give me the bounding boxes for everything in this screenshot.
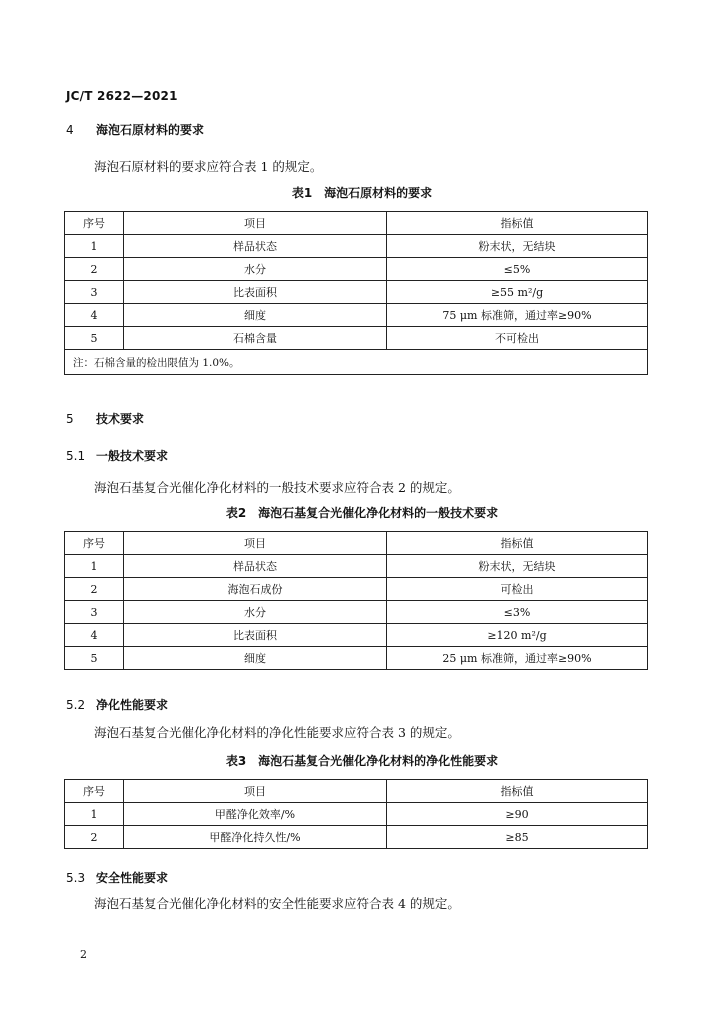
cell-value: 可检出 <box>387 578 648 601</box>
cell-index: 4 <box>65 624 124 647</box>
table-row <box>65 258 648 281</box>
header-item: 项目 <box>124 212 387 235</box>
cell-value: ≥120 m²/g <box>387 624 648 647</box>
table-2 <box>64 531 648 670</box>
cell-value: 25 μm 标准筛，通过率≥90% <box>387 647 648 670</box>
cell-item: 海泡石成份 <box>124 578 387 601</box>
table-1-caption <box>0 184 724 201</box>
header-item: 项目 <box>124 532 387 555</box>
cell-index: 3 <box>65 601 124 624</box>
section-title: 海泡石原材料的要求 <box>96 123 205 137</box>
header-value: 指标值 <box>387 212 648 235</box>
cell-item: 样品状态 <box>124 555 387 578</box>
cell-index: 5 <box>65 327 124 350</box>
section-5-2-heading <box>66 696 168 713</box>
section-title: 技术要求 <box>96 412 145 426</box>
section-title: 一般技术要求 <box>96 449 169 463</box>
cell-item: 甲醛净化持久性/% <box>124 826 387 849</box>
cell-index: 3 <box>65 281 124 304</box>
cell-item: 甲醛净化效率/% <box>124 803 387 826</box>
table-1 <box>64 211 648 375</box>
table-note: 注：石棉含量的检出限值为 1.0%。 <box>65 350 648 375</box>
cell-index: 1 <box>65 803 124 826</box>
cell-item: 水分 <box>124 258 387 281</box>
cell-item: 细度 <box>124 647 387 670</box>
page-number: 2 <box>80 948 87 961</box>
section-5-3-heading <box>66 869 168 886</box>
cell-value: 不可检出 <box>387 327 648 350</box>
cell-index: 2 <box>65 826 124 849</box>
header-index: 序号 <box>65 532 124 555</box>
caption-title: 海泡石基复合光催化净化材料的净化性能要求 <box>258 754 499 768</box>
section-5-3-paragraph: 海泡石基复合光催化净化材料的安全性能要求应符合表 4 的规定。 <box>94 896 460 911</box>
cell-value: ≥90 <box>387 803 648 826</box>
table-note-row <box>65 350 648 375</box>
table-row <box>65 327 648 350</box>
caption-id: 表3 <box>225 754 247 768</box>
cell-index: 1 <box>65 235 124 258</box>
cell-item: 石棉含量 <box>124 327 387 350</box>
header-index: 序号 <box>65 212 124 235</box>
table-row <box>65 826 648 849</box>
section-title: 安全性能要求 <box>96 871 169 885</box>
cell-value: 75 μm 标准筛，通过率≥90% <box>387 304 648 327</box>
cell-value: ≤5% <box>387 258 648 281</box>
section-number: 4 <box>66 123 74 137</box>
section-number: 5 <box>66 412 74 426</box>
table-row <box>65 647 648 670</box>
cell-item: 比表面积 <box>124 281 387 304</box>
section-4-paragraph: 海泡石原材料的要求应符合表 1 的规定。 <box>94 159 323 174</box>
cell-item: 细度 <box>124 304 387 327</box>
cell-value: 粉末状，无结块 <box>387 235 648 258</box>
table-row <box>65 578 648 601</box>
cell-value: ≤3% <box>387 601 648 624</box>
cell-item: 比表面积 <box>124 624 387 647</box>
section-4-heading <box>66 121 204 138</box>
cell-value: 粉末状，无结块 <box>387 555 648 578</box>
table-3-caption <box>0 752 724 769</box>
table-row <box>65 235 648 258</box>
table-row <box>65 304 648 327</box>
cell-value: ≥55 m²/g <box>387 281 648 304</box>
standard-code: JC/T 2622—2021 <box>66 89 178 103</box>
caption-title: 海泡石基复合光催化净化材料的一般技术要求 <box>258 506 499 520</box>
section-5-2-paragraph: 海泡石基复合光催化净化材料的净化性能要求应符合表 3 的规定。 <box>94 725 460 740</box>
section-5-1-paragraph: 海泡石基复合光催化净化材料的一般技术要求应符合表 2 的规定。 <box>94 480 460 495</box>
table-row <box>65 624 648 647</box>
section-5-1-heading <box>66 447 168 464</box>
cell-index: 5 <box>65 647 124 670</box>
cell-value: ≥85 <box>387 826 648 849</box>
section-5-heading <box>66 410 144 427</box>
cell-index: 1 <box>65 555 124 578</box>
cell-item: 水分 <box>124 601 387 624</box>
cell-item: 样品状态 <box>124 235 387 258</box>
header-value: 指标值 <box>387 532 648 555</box>
table-row <box>65 601 648 624</box>
header-item: 项目 <box>124 780 387 803</box>
section-number: 5.3 <box>66 871 86 885</box>
table-header-row <box>65 212 648 235</box>
header-index: 序号 <box>65 780 124 803</box>
section-title: 净化性能要求 <box>96 698 169 712</box>
caption-id: 表1 <box>291 186 313 200</box>
header-value: 指标值 <box>387 780 648 803</box>
cell-index: 4 <box>65 304 124 327</box>
table-row <box>65 281 648 304</box>
table-2-caption <box>0 504 724 521</box>
caption-id: 表2 <box>225 506 247 520</box>
section-number: 5.1 <box>66 449 86 463</box>
cell-index: 2 <box>65 258 124 281</box>
table-header-row <box>65 780 648 803</box>
table-row <box>65 803 648 826</box>
table-header-row <box>65 532 648 555</box>
table-row <box>65 555 648 578</box>
cell-index: 2 <box>65 578 124 601</box>
table-3 <box>64 779 648 849</box>
section-number: 5.2 <box>66 698 86 712</box>
caption-title: 海泡石原材料的要求 <box>324 186 433 200</box>
